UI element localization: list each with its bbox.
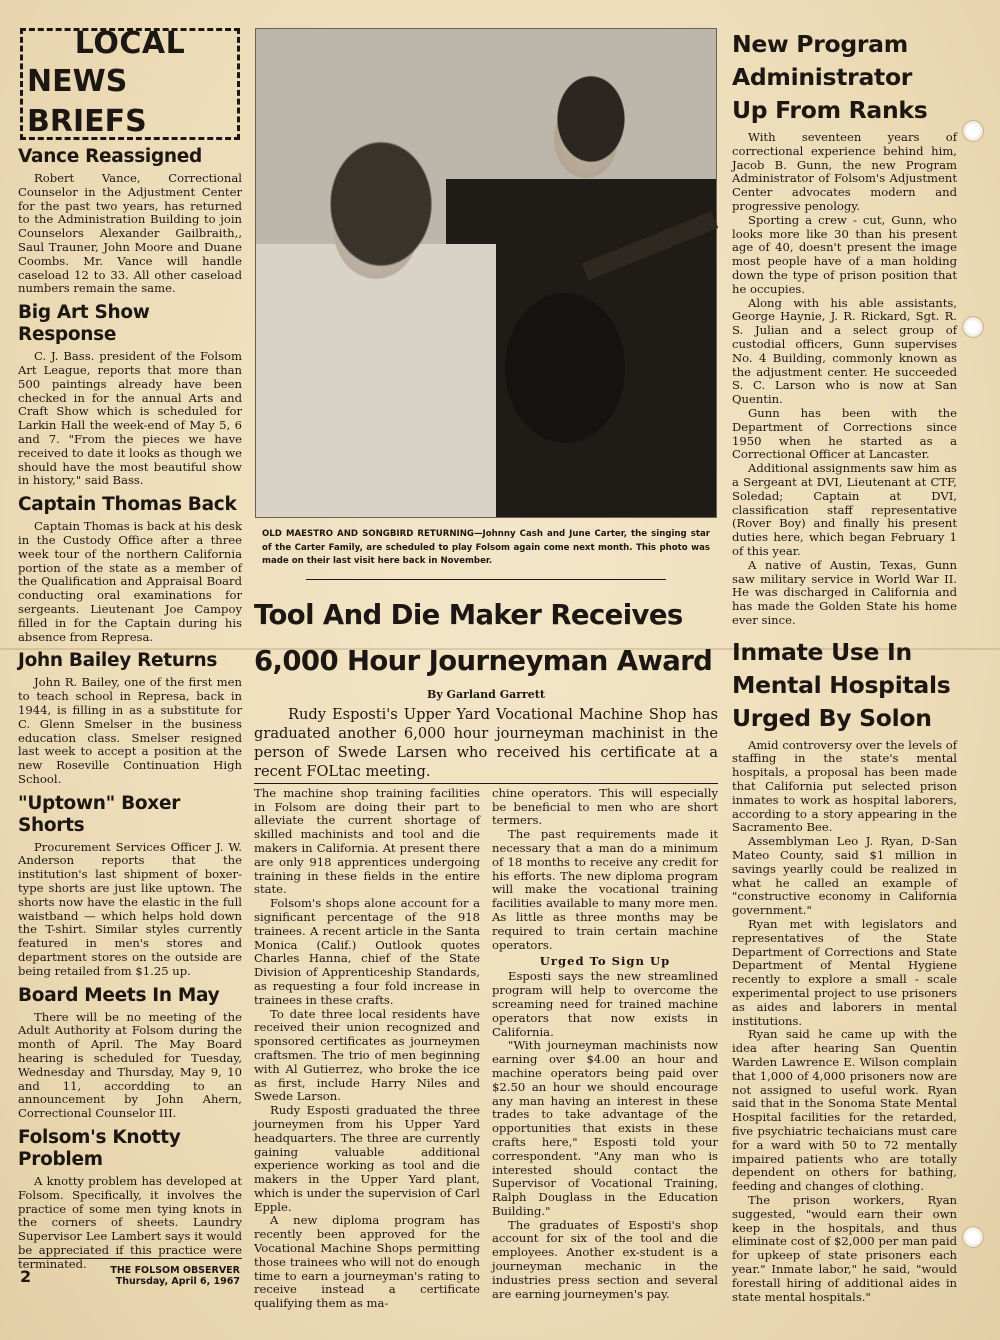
photo-caption: OLD MAESTRO AND SONGBIRD RETURNING—Johnny Cash and June Carter, the singing star of the Carter Family, are scheduled to play Folsom again come next month. This photo was made on their last visit here back in November.	[262, 529, 710, 567]
headline: Folsom's Knotty Problem	[18, 1127, 181, 1171]
issue-date: Thursday, April 6, 1967	[115, 1276, 240, 1287]
story-col-2	[492, 787, 718, 1311]
paper-name: THE FOLSOM OBSERVER	[110, 1265, 240, 1276]
story-knotty-problem	[18, 1127, 242, 1272]
headline-line: New Program	[732, 30, 908, 58]
paragraph: A native of Austin, Texas, Gunn saw military service in World War II. He was discharged in California and has made the Golden State his home ever since.	[732, 557, 957, 627]
paragraph: The prison workers, Ryan suggested, "would earn their own keep in the hospitals, and thus eliminate cost of $2,000 per man paid for upkeep of state prisoners each year." Inmate labor," he said, "would forestall hiring of additional aides in state mental hospitals."	[732, 1192, 957, 1304]
paragraph: The graduates of Esposti's shop account for six of the tool and die employees. Another ex-student is a journeyman mechanic in the industries press section and several are earning journeymen's pay.	[492, 1217, 718, 1301]
story-vance	[18, 146, 242, 296]
paragraph: The machine shop training facilities in Folsom are doing their part to alleviate the current shortage of skilled machinists and tool and die makers in California. At present there are only 918 apprentices undergoing training in these fields in the entire state.	[254, 785, 480, 897]
headline-line: Up From Ranks	[732, 96, 928, 124]
main-story-column	[254, 28, 718, 1311]
paragraph: Additional assignments saw him as a Sergeant at DVI, Lieutenant at CTF, Soledad; Captain at DVI, classification staff representative (Rover Boy) and finally his present duties here, which began February 1 of this year.	[732, 461, 957, 558]
page-number: 2	[20, 1267, 32, 1286]
story-program-administrator	[732, 28, 957, 628]
headline-line: Inmate Use In	[732, 637, 912, 666]
headline: John Bailey Returns	[18, 650, 218, 672]
paragraph: Sporting a crew - cut, Gunn, who looks more like 30 than his present age of 40, doesn't present the image most people have of a man holding down the type of prison position that he occupies.	[732, 212, 957, 296]
story-art-show	[18, 302, 242, 488]
local-news-briefs-banner	[20, 28, 240, 140]
banner-line-1: LOCAL	[74, 26, 186, 61]
headline: Captain Thomas Back	[18, 494, 237, 516]
story-col-1	[254, 787, 480, 1311]
main-headline-line-2: 6,000 Hour Journeyman Award	[254, 644, 713, 677]
guitar-neck	[582, 211, 719, 280]
page-footer	[18, 1258, 242, 1288]
paragraph: Rudy Esposti graduated the three journeymen from his Upper Yard headquarters. The three are currently gaining valuable additional experience working as tool and die makers in the Upper Yard plant, which is under the supervision of Carl Epple.	[254, 1103, 480, 1214]
story-boxer-shorts	[18, 793, 242, 979]
paragraph: Ryan said he came up with the idea after hearing San Quentin Warden Lawrence E. Wilson complain that 1,000 of 4,000 prisoners now are not assigned to useful work. Ryan said that in the Sonoma State Mental Hospital facilities for the retarded, five psychiatric techaicians must care for a ward with 50 to 72 mentally impaired patients who are totally dependent on others for bathing, feeding and changes of clothing.	[732, 1027, 957, 1194]
lead-paragraph: Rudy Esposti's Upper Yard Vocational Machine Shop has graduated another 6,000 hour journeyman machinist in the person of Swede Larsen who received his certificate at a recent FOLtac meeting.	[254, 705, 718, 784]
paragraph: A new diploma program has recently been approved for the Vocational Machine Shops permitting those trainees who will not do enough time to earn a journeyman's rating to receive instead a certificate qualifying them as ma-	[254, 1213, 480, 1311]
story-body	[254, 787, 718, 1311]
binder-hole	[962, 120, 984, 142]
paragraph: Esposti says the new streamlined program will help to overcome the screaming need for trained machine operators that now exists in California.	[492, 969, 718, 1039]
byline: By Garland Garrett	[427, 687, 545, 701]
paragraph: Captain Thomas is back at his desk in the Custody Office after a three week tour of the northern California portion of the state as a member of the Qualification and Appraisal Board conducting oral examinations for sergeants. Lieutenant Joe Campoy filled in for the Captain during his absence from Represa.	[18, 519, 242, 644]
paragraph: To date three local residents have received their union recognized and sponsored certificates as journeymen craftsmen. The trio of men beginning with Al Gutierrez, who broke the ice as first, include Harry Niles and Swede Larson.	[254, 1006, 480, 1104]
paragraph: Procurement Services Officer J. W. Anderson reports that the institution's last shipment of boxer-type shorts are just like uptown. The shorts now have the elastic in the full waistband — which helps hold down the T-shirt. Similar styles currently featured in men's stores and department stores on the outside are being retailed from $1.25 up.	[18, 839, 242, 978]
binder-hole	[962, 316, 984, 338]
headline: Big Art Show Response	[18, 302, 150, 346]
paragraph: Folsom's shops alone account for a significant percentage of the 918 trainees. A recent article in the Santa Monica (Calif.) Outlook quotes Charles Hanna, chief of the State Division of Apprenticeship Standards, as requesting a four fold increase in trainees in these crafts.	[254, 896, 480, 1007]
banner-line-2: NEWS BRIEFS	[27, 64, 147, 139]
paragraph: "With journeyman machinists now earning over $4.00 an hour and machine operators being paid over $2.50 an hour we should encourage any man having an interest in these trades to take advantage of the opportunities that exists in these crafts here," Esposti told your correspondent. "Any man who is interested should contact the Supervisor of Vocational Training, Ralph Douglass in the Education Building."	[492, 1038, 718, 1218]
paragraph: Robert Vance, Correctional Counselor in the Adjustment Center for the past two years, has returned to the Administration Building to join Counselors Alexander Gailbraith,, Saul Trauner, John Moore and Duane Coombs. Mr. Vance will handle caseload 12 to 33. All other caseload numbers remain the same.	[18, 171, 242, 296]
caption-divider	[306, 579, 666, 580]
paragraph: With seventeen years of correctional experience behind him, Jacob B. Gunn, the new Program Administrator of Folsom's Adjustment Center advocates modern and progressive penology.	[732, 130, 957, 213]
local-news-column	[18, 28, 242, 1290]
subheadline: Urged To Sign Up	[539, 954, 671, 969]
paragraph: Assemblyman Leo J. Ryan, D-San Mateo County, said $1 million in savings yearlly could be realized in what he called an example of "constructive economy in California government."	[732, 834, 957, 918]
paper-info	[110, 1265, 240, 1287]
guitar-body	[505, 293, 625, 443]
paragraph: Amid controversy over the levels of staffing in the state's mental hospitals, a proposal has been made that California put selected prison inmates to work as hospital laborers, according to a story appearing in the Sacramento Bee.	[732, 737, 957, 835]
paragraph: The past requirements made it necessary that a man do a minimum of 18 months to receive any credit for his efforts. The new diploma program will make the vocational training facilities available to many more men. As little as three months may be required to train certain machine operators.	[492, 827, 718, 952]
paragraph: C. J. Bass. president of the Folsom Art League, reports that more than 500 paintings already have been checked in for the annual Arts and Craft Show which is scheduled for Larkin Hall the week-end of May 5, 6 and 7. "From the pieces we have received to date it looks as though we should have the most beautiful show in history," said Bass.	[18, 349, 242, 488]
story-inmate-use	[732, 636, 957, 1305]
headline: Board Meets In May	[18, 984, 220, 1006]
photo-image	[255, 28, 717, 518]
paragraph: A knotty problem has developed at Folsom. Specifically, it involves the practice of some men tying knots in the corners of sheets. Laundry Supervisor Lee Lambert says it would be appreciated if this practice were terminated.	[18, 1174, 242, 1271]
headline-line: Urged By Solon	[732, 703, 932, 732]
headline-line: Administrator	[732, 63, 913, 91]
headline: "Uptown" Boxer Shorts	[18, 792, 181, 836]
story-john-bailey	[18, 650, 242, 786]
main-headline-line-1: Tool And Die Maker Receives	[254, 598, 683, 631]
cash-carter-photo	[255, 28, 717, 518]
paragraph: Along with his able assistants, George Haynie, J. R. Rickard, Sgt. R. S. Julian and a select group of custodial officers, Gunn supervises No. 4 Building, commonly known as the adjustment center. He succeeded S. C. Larson who is now at San Quentin.	[732, 295, 957, 407]
headline-line: Mental Hospitals	[732, 670, 951, 699]
paragraph: Ryan met with legislators and representatives of the State Department of Corrections and State Department of Mental Hygiene recently to explore a small - scale experimental project to use prisoners as aides and laborers in mental institutions.	[732, 917, 957, 1028]
binder-hole	[962, 1226, 984, 1248]
paragraph: There will be no meeting of the Adult Authority at Folsom during the month of April. The May Board hearing is scheduled for Tuesday, Wednesday and Thursday, May 9, 10 and 11, accordding to an announcement by John Ahern, Correctional Counselor III.	[18, 1009, 242, 1121]
headline: Vance Reassigned	[18, 146, 202, 167]
right-column	[732, 28, 957, 1304]
story-captain-thomas	[18, 494, 242, 644]
paragraph: chine operators. This will especially be beneficial to men who are short termers.	[492, 785, 718, 828]
paragraph: John R. Bailey, one of the first men to teach school in Represa, back in 1944, is filling in as a substitute for C. Glenn Smelser in the business education class. Smelser resigned last week to accept a position at the new Roseville Continuation High School.	[18, 675, 242, 786]
paragraph: Gunn has been with the Department of Corrections since 1950 when he started as a Correctional Officer at Lancaster.	[732, 405, 957, 462]
story-board-meets	[18, 985, 242, 1121]
